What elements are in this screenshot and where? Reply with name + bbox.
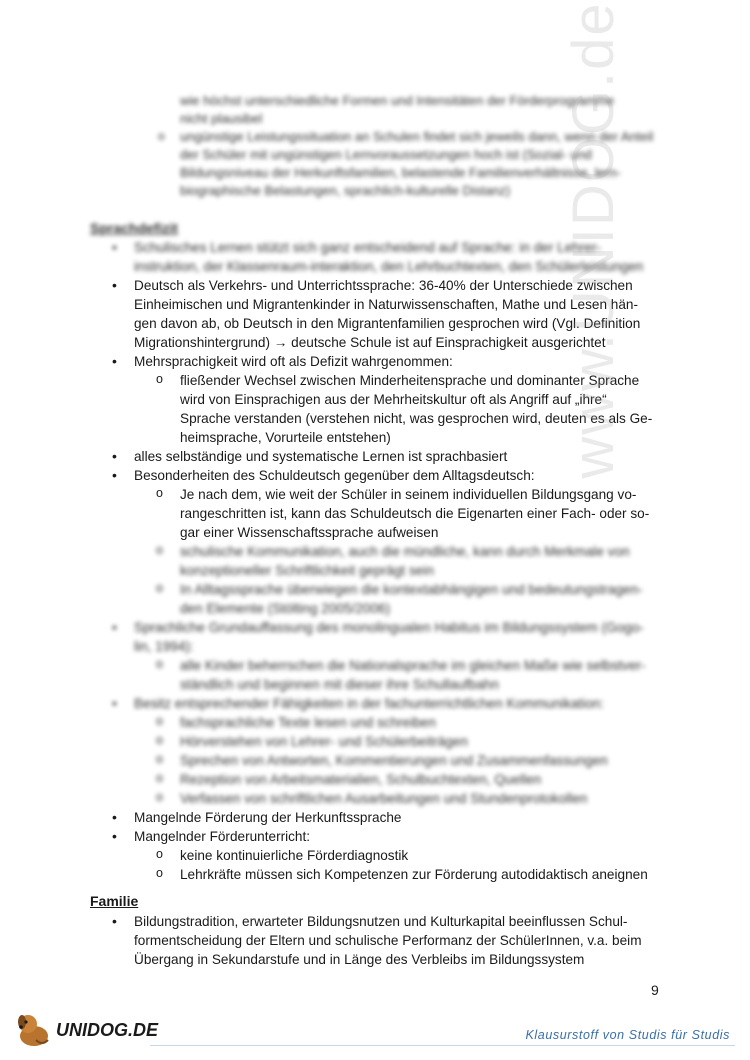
list-item: • alles selbständige und systematische Lernen ist sprachbasiert xyxy=(90,447,660,466)
sub-list-item: o Sprechen von Antworten, Kommentierungen und Zusammenfassungen xyxy=(134,751,660,770)
sub-list xyxy=(134,846,660,884)
sub-list-item: o Je nach dem, wie weit der Schüler in seinem individuellen Bildungsgang vo-rangeschritten ist, kann das Schuldeutsch die Eigenarten einer Fach- oder so-gar einer Wissenschaftssprache aufweisen xyxy=(134,485,660,542)
section-title-sprachdefizit: Sprachdefizit xyxy=(90,220,178,236)
top-line-1: wie höchst unterschiedliche Formen und Intensitäten der Förderprogramme xyxy=(180,93,615,108)
footer-tagline: Klausurstoff von Studis für Studis xyxy=(525,1028,730,1042)
list-item: • Mangelnde Förderung der Herkunftssprache xyxy=(90,808,660,827)
list-item xyxy=(90,618,660,694)
sub-list-item: o Hörverstehen von Lehrer- und Schülerbeiträgen xyxy=(134,732,660,751)
top-bullet: o ungünstige Leistungssituation an Schulen findet sich jeweils dann, wenn der Anteil der Schüler mit ungünstigen Lernvoraussetzungen hoch ist (Sozial- und Bildungsniveau der Herkunftsfamilien, belastende Familienverhältnisse, lern-biographische Belastungen, sprachlich-kulturelle Distanz) xyxy=(136,128,656,200)
footer-divider xyxy=(150,1045,735,1046)
top-line-2: nicht plausibel xyxy=(180,111,263,126)
familie-list xyxy=(90,912,660,969)
list-item xyxy=(90,694,660,808)
list-item xyxy=(90,827,660,884)
sub-list-item: o Rezeption von Arbeitsmaterialien, Schulbuchtexten, Quellen xyxy=(134,770,660,789)
list-item: • Bildungstradition, erwarteter Bildungsnutzen und Kulturkapital beeinflussen Schul-formentscheidung der Eltern und schulische Performanz der SchülerInnen, v.a. beim Übergang in Sekundarstufe und in Länge des Verbleibs im Bildungssystem xyxy=(90,912,660,969)
sub-list-item: o fließender Wechsel zwischen Minderheitensprache und dominanter Sprache wird von Einsprachigen aus der Mehrheitskultur oft als Angriff auf „ihre“ Sprache verstanden (verstehen nicht, was gesprochen wird, deuten es als Ge-heimsprache, Vorurteile entstehen) xyxy=(134,371,660,447)
list-item xyxy=(90,466,660,618)
list-item-text: Mangelnder Förderunterricht: xyxy=(134,829,311,844)
sub-list-item: o schulische Kommunikation, auch die mündliche, kann durch Merkmale von konzeptioneller Schriftlichkeit geprägt sein xyxy=(134,542,660,580)
sub-list-item: o alle Kinder beherrschen die Nationalsprache im gleichen Maße wie selbstver-ständlich und beginnen mit dieser ihre Schullaufbahn xyxy=(134,656,660,694)
logo-text: UNIDOG.DE xyxy=(56,1020,159,1040)
sub-list-item: o Lehrkräfte müssen sich Kompetenzen zur Förderung autodidaktisch aneignen xyxy=(134,865,660,884)
watermark-text: www.UNIDOG.de xyxy=(561,1,626,479)
sub-list-item: o keine kontinuierliche Förderdiagnostik xyxy=(134,846,660,865)
sub-list-item: o In Alltagssprache überwiegen die kontextabhängigen und bedeutungstragen-den Elemente (Stölting 2005/2006) xyxy=(134,580,660,618)
sub-list xyxy=(134,713,660,808)
sub-list-item: o Verfassen von schriftlichen Ausarbeitungen und Stundenprotokollen xyxy=(134,789,660,808)
unidog-logo xyxy=(12,1008,172,1052)
sub-list-item: o fachsprachliche Texte lesen und schreiben xyxy=(134,713,660,732)
list-item: • Schulisches Lernen stützt sich ganz entscheidend auf Sprache: in der Lehrer-instruktion, der Klassenraum-interaktion, den Lehrbuchtexten, den Schülerleistungen xyxy=(90,238,660,276)
dog-icon xyxy=(14,1010,54,1050)
list-item-text: Besitz entsprechender Fähigkeiten in der fachunterrichtlichen Kommunikation: xyxy=(134,696,604,711)
list-item: • Deutsch als Verkehrs- und Unterrichtssprache: 36-40% der Unterschiede zwischen Einheimischen und Migrantenkinder in Naturwissenschaften, Mathe und Lesen hän-gen davon ab, ob Deutsch in den Migrantenfamilien gesprochen wird (Vgl. Definition Migrationshintergrund) → deutsche Schule ist auf Einsprachigkeit ausgerichtet xyxy=(90,276,660,352)
list-item-text: Mehrsprachigkeit wird oft als Defizit wahrgenommen: xyxy=(134,354,453,369)
list-item-text: Sprachliche Grundauffassung des monolingualen Habitus im Bildungssystem (Gogo-lin, 1994): xyxy=(134,620,644,654)
sub-list xyxy=(134,485,660,618)
list-item-text: Besonderheiten des Schuldeutsch gegenüber dem Alltagsdeutsch: xyxy=(134,468,535,483)
page-number: 9 xyxy=(651,982,659,998)
section-title-familie: Familie xyxy=(90,893,139,909)
sub-list xyxy=(134,656,660,694)
